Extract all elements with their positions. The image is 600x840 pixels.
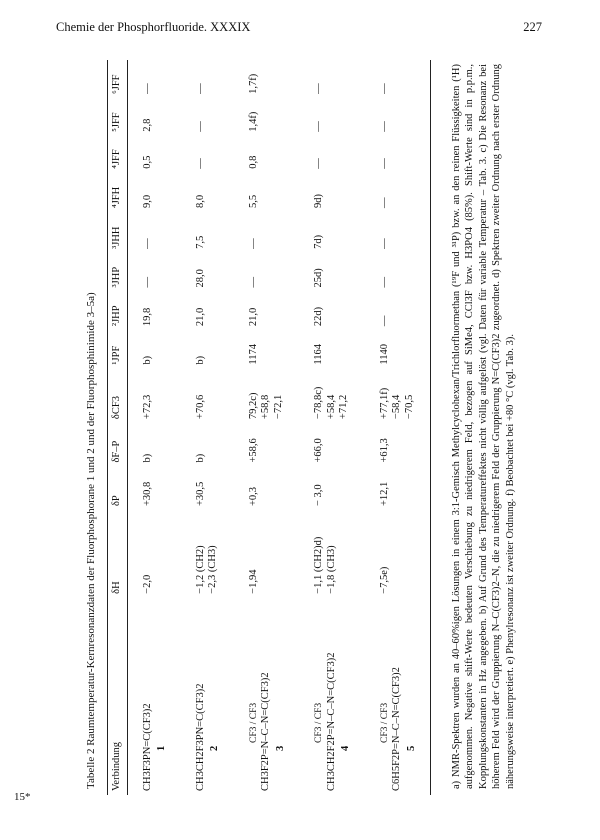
shift-cf3-value: +58,8 <box>260 394 271 420</box>
value-cell-dfp: b) <box>194 453 206 463</box>
value-cell-jff6: — <box>141 83 153 94</box>
shift-cf3-cell <box>234 369 300 423</box>
value-cell-jfh4: 8,0 <box>194 194 206 208</box>
value-cell-jff6: 1,7f) <box>247 73 259 94</box>
value-cell-jff6: — <box>313 83 324 94</box>
shift-h-value: −2,3 (CH3) <box>207 545 218 594</box>
compound-formula: C6H5F2P=N–C–N=C(CF3)2 <box>391 667 402 791</box>
shift-cf3-cell <box>181 369 234 423</box>
value-cell-jhp3: — <box>365 253 431 292</box>
value-cell-dfp: +58,6 <box>247 438 259 463</box>
value-cell-jfh4: 9,0 <box>141 194 153 208</box>
shift-cf3-cell <box>127 369 181 423</box>
value-cell-jhp2: 21,0 <box>247 307 259 327</box>
shift-cf3-value: 79,2c) <box>247 392 259 420</box>
table-row <box>234 60 300 795</box>
col-header: δCF3 <box>108 369 128 423</box>
value-cell-jfh4: 5,5 <box>247 194 259 208</box>
col-header: δP <box>108 467 128 510</box>
shift-h-value: −1,8 (CH3) <box>325 545 337 594</box>
value-cell-dp: +0,3 <box>247 486 259 507</box>
compound-cell <box>127 598 181 795</box>
compound-formula: CH3F3PN=C(CF3)2 <box>141 703 153 791</box>
table-row <box>127 60 181 795</box>
table-footnote <box>450 64 517 789</box>
value-cell-jhh3: 7d) <box>313 234 324 249</box>
value-cell-jpf: b) <box>194 355 206 365</box>
value-cell-jff6: — <box>365 60 431 98</box>
value-cell-jhh3: — <box>365 212 431 253</box>
value-cell-jpf: 1140 <box>365 330 431 369</box>
rotated-table-block <box>85 55 565 795</box>
value-cell-jhp2: 19,8 <box>141 307 153 327</box>
compound-substituents: CF3 / CF3 <box>379 702 390 743</box>
col-header: ⁴JFF <box>108 136 128 173</box>
value-cell-dp: − 3,0 <box>313 484 324 507</box>
shift-cf3-cell <box>365 369 431 423</box>
compound-cell <box>234 598 300 795</box>
compound-number: 1 <box>156 745 167 751</box>
shift-h-value: −1,94 <box>247 569 259 594</box>
compound-cell <box>299 598 365 795</box>
col-header: ²JHP <box>108 291 128 330</box>
shift-cf3-value: +72,3 <box>141 394 153 420</box>
col-header: ¹JPF <box>108 330 128 369</box>
value-cell-jhp2: 21,0 <box>194 307 206 327</box>
shift-h-value: −7,5e) <box>378 566 390 594</box>
shift-cf3-cell <box>299 369 365 423</box>
shift-cf3-value: −78,8c) <box>313 386 324 420</box>
compound-formula: CH3F2P=N–C–N=C(CF3)2 <box>260 672 271 791</box>
page-number: 227 <box>523 20 542 34</box>
col-header: ⁵JFF <box>108 98 128 136</box>
shift-h-value: −1,1 (CH2)d) <box>313 536 324 594</box>
shift-h-cell <box>127 510 181 598</box>
shift-cf3-value: −70,5 <box>403 394 415 420</box>
value-cell-jhp3: 25d) <box>313 268 324 288</box>
compound-cell <box>365 598 431 795</box>
col-header: ³JHP <box>108 253 128 292</box>
compound-number: 5 <box>405 745 417 751</box>
value-cell-jhh3: — <box>141 238 153 249</box>
table-caption: Tabelle 2 Raumtemperatur-Kernresonanzdaten der Fluorphosphorane 1 und 2 und der Fluorphosphinimide 3–5a) <box>85 292 97 789</box>
shift-cf3-value: −58,4 <box>391 394 402 420</box>
value-cell-jff5: 1,4f) <box>247 111 259 132</box>
value-cell-dfp: +66,0 <box>313 438 324 463</box>
value-cell-dfp: +61,3 <box>365 423 431 466</box>
shift-cf3-value: −72,1 <box>272 394 284 420</box>
value-cell-jhp2: — <box>365 291 431 330</box>
value-cell-jhp3: — <box>247 276 259 288</box>
shift-h-cell <box>234 510 300 598</box>
value-cell-dp: +12,1 <box>365 467 431 510</box>
nmr-data-table <box>107 60 431 795</box>
signature-mark: 15* <box>14 791 31 803</box>
value-cell-jff4: — <box>313 158 324 169</box>
value-cell-jff4: — <box>365 136 431 173</box>
value-cell-jhh3: 7,5 <box>194 235 206 249</box>
col-header: ⁶JFF <box>108 60 128 98</box>
compound-substituents: CF3 / CF3 <box>314 702 324 743</box>
shift-h-cell <box>299 510 365 598</box>
value-cell-jff4: — <box>194 158 206 169</box>
running-header <box>56 20 542 40</box>
value-cell-jff5: — <box>194 121 206 132</box>
value-cell-jhp2: 22d) <box>313 306 324 327</box>
footnote-text: a) NMR-Spektren wurden an 40–60%igen Lösungen in einem 3:1-Gemisch Methylcyclohexan/Trichlorfluormethan (¹⁹F und ³¹P) bzw. an den reinen Flüssigkeiten (¹H) aufgenommen. Negative shift-Werte bedeuten Verschiebung zu niedrigerem Feld, bezogen auf SiMe4, CCl3F bzw. H3PO4 (85%). Shift-Werte sind in p.p.m., Kopplungskonstanten in Hz angegeben. b) Auf Grund des Temperatureffektes nicht völlig aufgelöst (vgl. Daten für variable Temperatur – Tab. 3. c) Die Resonanz bei höherem Feld wird der Gruppierung N–C(CF3)2–N, die zu niedrigerem Feld der Gruppierung N=C(CF3)2 zugeordnet. d) Spektren zweiter Ordnung nach erster Ordnung näherungsweise interpretiert. e) Phenylresonanz ist zweiter Ordnung. f) Beobachtet bei +80 °C (vgl. Tab. 3). <box>451 64 516 789</box>
value-cell-jff4: 0,8 <box>247 155 259 169</box>
shift-cf3-value: +71,2 <box>338 394 349 420</box>
shift-cf3-value: +77,1f) <box>378 387 390 420</box>
value-cell-jhp3: 28,0 <box>194 269 206 288</box>
table-header-row <box>108 60 128 795</box>
table-row <box>365 60 431 795</box>
value-cell-jff6: — <box>194 83 206 94</box>
shift-cf3-value: +70,6 <box>194 394 206 420</box>
value-cell-jff4: 0,5 <box>141 155 153 169</box>
value-cell-dfp: b) <box>141 453 153 463</box>
compound-number: 4 <box>340 745 351 751</box>
col-header: ⁴JFH <box>108 173 128 212</box>
value-cell-jfh4: — <box>365 173 431 212</box>
value-cell-jpf: 1174 <box>247 343 259 365</box>
value-cell-jff5: 2,8 <box>141 118 153 132</box>
value-cell-jhh3: — <box>247 238 259 249</box>
value-cell-jpf: b) <box>141 355 153 365</box>
value-cell-jff5: — <box>313 121 324 132</box>
value-cell-dp: +30,8 <box>141 481 153 507</box>
shift-cf3-value: +58,4 <box>325 394 337 420</box>
table-row <box>299 60 365 795</box>
col-header: Verbindung <box>108 598 128 795</box>
compound-formula: CH3CH2F2P=N–C–N=C(CF3)2 <box>325 652 337 791</box>
compound-formula: CH3CH2F3PN=C(CF3)2 <box>194 683 206 791</box>
col-header: δH <box>108 510 128 598</box>
shift-h-cell <box>181 510 234 598</box>
value-cell-jfh4: 9d) <box>313 193 324 208</box>
compound-number: 2 <box>209 745 220 751</box>
value-cell-jff5: — <box>365 98 431 136</box>
value-cell-jpf: 1164 <box>313 343 324 365</box>
compound-cell <box>181 598 234 795</box>
col-header: δF–P <box>108 423 128 466</box>
compound-substituents: CF3 / CF3 <box>248 702 259 743</box>
shift-h-cell <box>365 510 431 598</box>
value-cell-dp: +30,5 <box>194 481 206 507</box>
shift-h-value: −2,0 <box>141 574 153 594</box>
running-title: Chemie der Phosphorfluoride. XXXIX <box>56 20 251 34</box>
value-cell-jhp3: — <box>141 276 153 288</box>
col-header: ³JHH <box>108 212 128 253</box>
table-row <box>181 60 234 795</box>
shift-h-value: −1,2 (CH2) <box>194 545 206 594</box>
compound-number: 3 <box>274 745 286 751</box>
